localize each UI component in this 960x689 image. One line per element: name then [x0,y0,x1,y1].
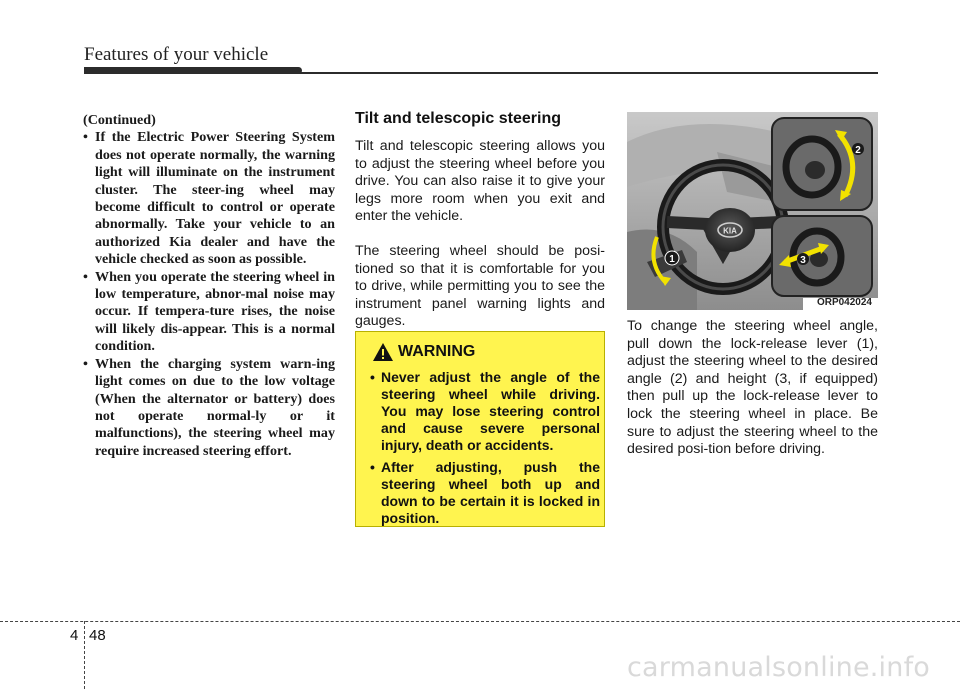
instructions-paragraph: To change the steering wheel angle, pull down the lock-release lever (1), adjust the steering wheel to the desired angle (2) and height (3, if equipped) then pull up the lock-release lever to lock the steering wheel in place. Be sure to adjust the steering wheel to the desired posi-tion before driving. [627,318,878,458]
list-item: • If the Electric Power Steering System does not operate normally, the warning light will illuminate on the instrument cluster. The steer-ing wheel may become difficult to control or operate abnormally. Take your vehicle to an authorized Kia dealer and have the vehicle checked as soon as possible. [83,129,335,268]
header-title: Features of your vehicle [84,44,269,65]
header-rule [84,72,878,74]
chapter-number: 4 [70,627,79,644]
section-heading: Tilt and telescopic steering [355,110,561,127]
section-paragraph: The steering wheel should be posi-tioned so that it is comfortable for you to drive, while permitting you to see the instrument panel warning lights and gauges. [355,242,605,330]
watermark: carmanualsonline.info [627,652,930,683]
steering-wheel-illustration [627,112,878,310]
eps-notes-list [83,129,335,460]
callout-1: 1 [669,254,675,265]
list-item: • When you operate the steering wheel in low temperature, abnor-mal noise may occur. If tempera-ture rises, the noise will likely dis-appear. This is a normal condition. [83,269,335,356]
footer-rule [0,621,960,622]
list-item: • When the charging system warn-ing light comes on due to the low voltage (When the alternator or battery) does not operate normal-ly or it malfunctions), the steering wheel may require increased steering effort. [83,356,335,460]
inset-telescope [772,216,872,296]
warning-item: • After adjusting, push the steering wheel both up and down to be certain it is locked in position. [368,459,600,527]
callout-3: 3 [800,255,806,266]
warning-box [355,331,605,527]
warning-triangle-icon [372,342,394,362]
footer-divider [84,621,85,689]
steering-adjust-figure [627,112,878,310]
column-continued-notes [83,112,335,460]
figure-code: ORP042024 [816,297,872,308]
tilt-telescopic-section [355,110,605,348]
inset-tilt [772,118,872,210]
kia-logo: KIA [723,226,737,236]
page-number: 48 [89,627,106,644]
section-paragraph: Tilt and telescopic steering allows you to adjust the steering wheel before you drive. You can also raise it to give your legs more room when you exit and enter the vehicle. [355,138,605,225]
callout-2: 2 [855,145,861,156]
warning-title: WARNING [398,343,476,360]
continued-label: (Continued) [83,112,156,128]
warning-list [368,369,600,532]
adjust-instructions [627,318,878,459]
warning-item: • Never adjust the angle of the steering wheel while driving. You may lose steering control and cause severe personal injury, death or accidents. [368,369,600,454]
